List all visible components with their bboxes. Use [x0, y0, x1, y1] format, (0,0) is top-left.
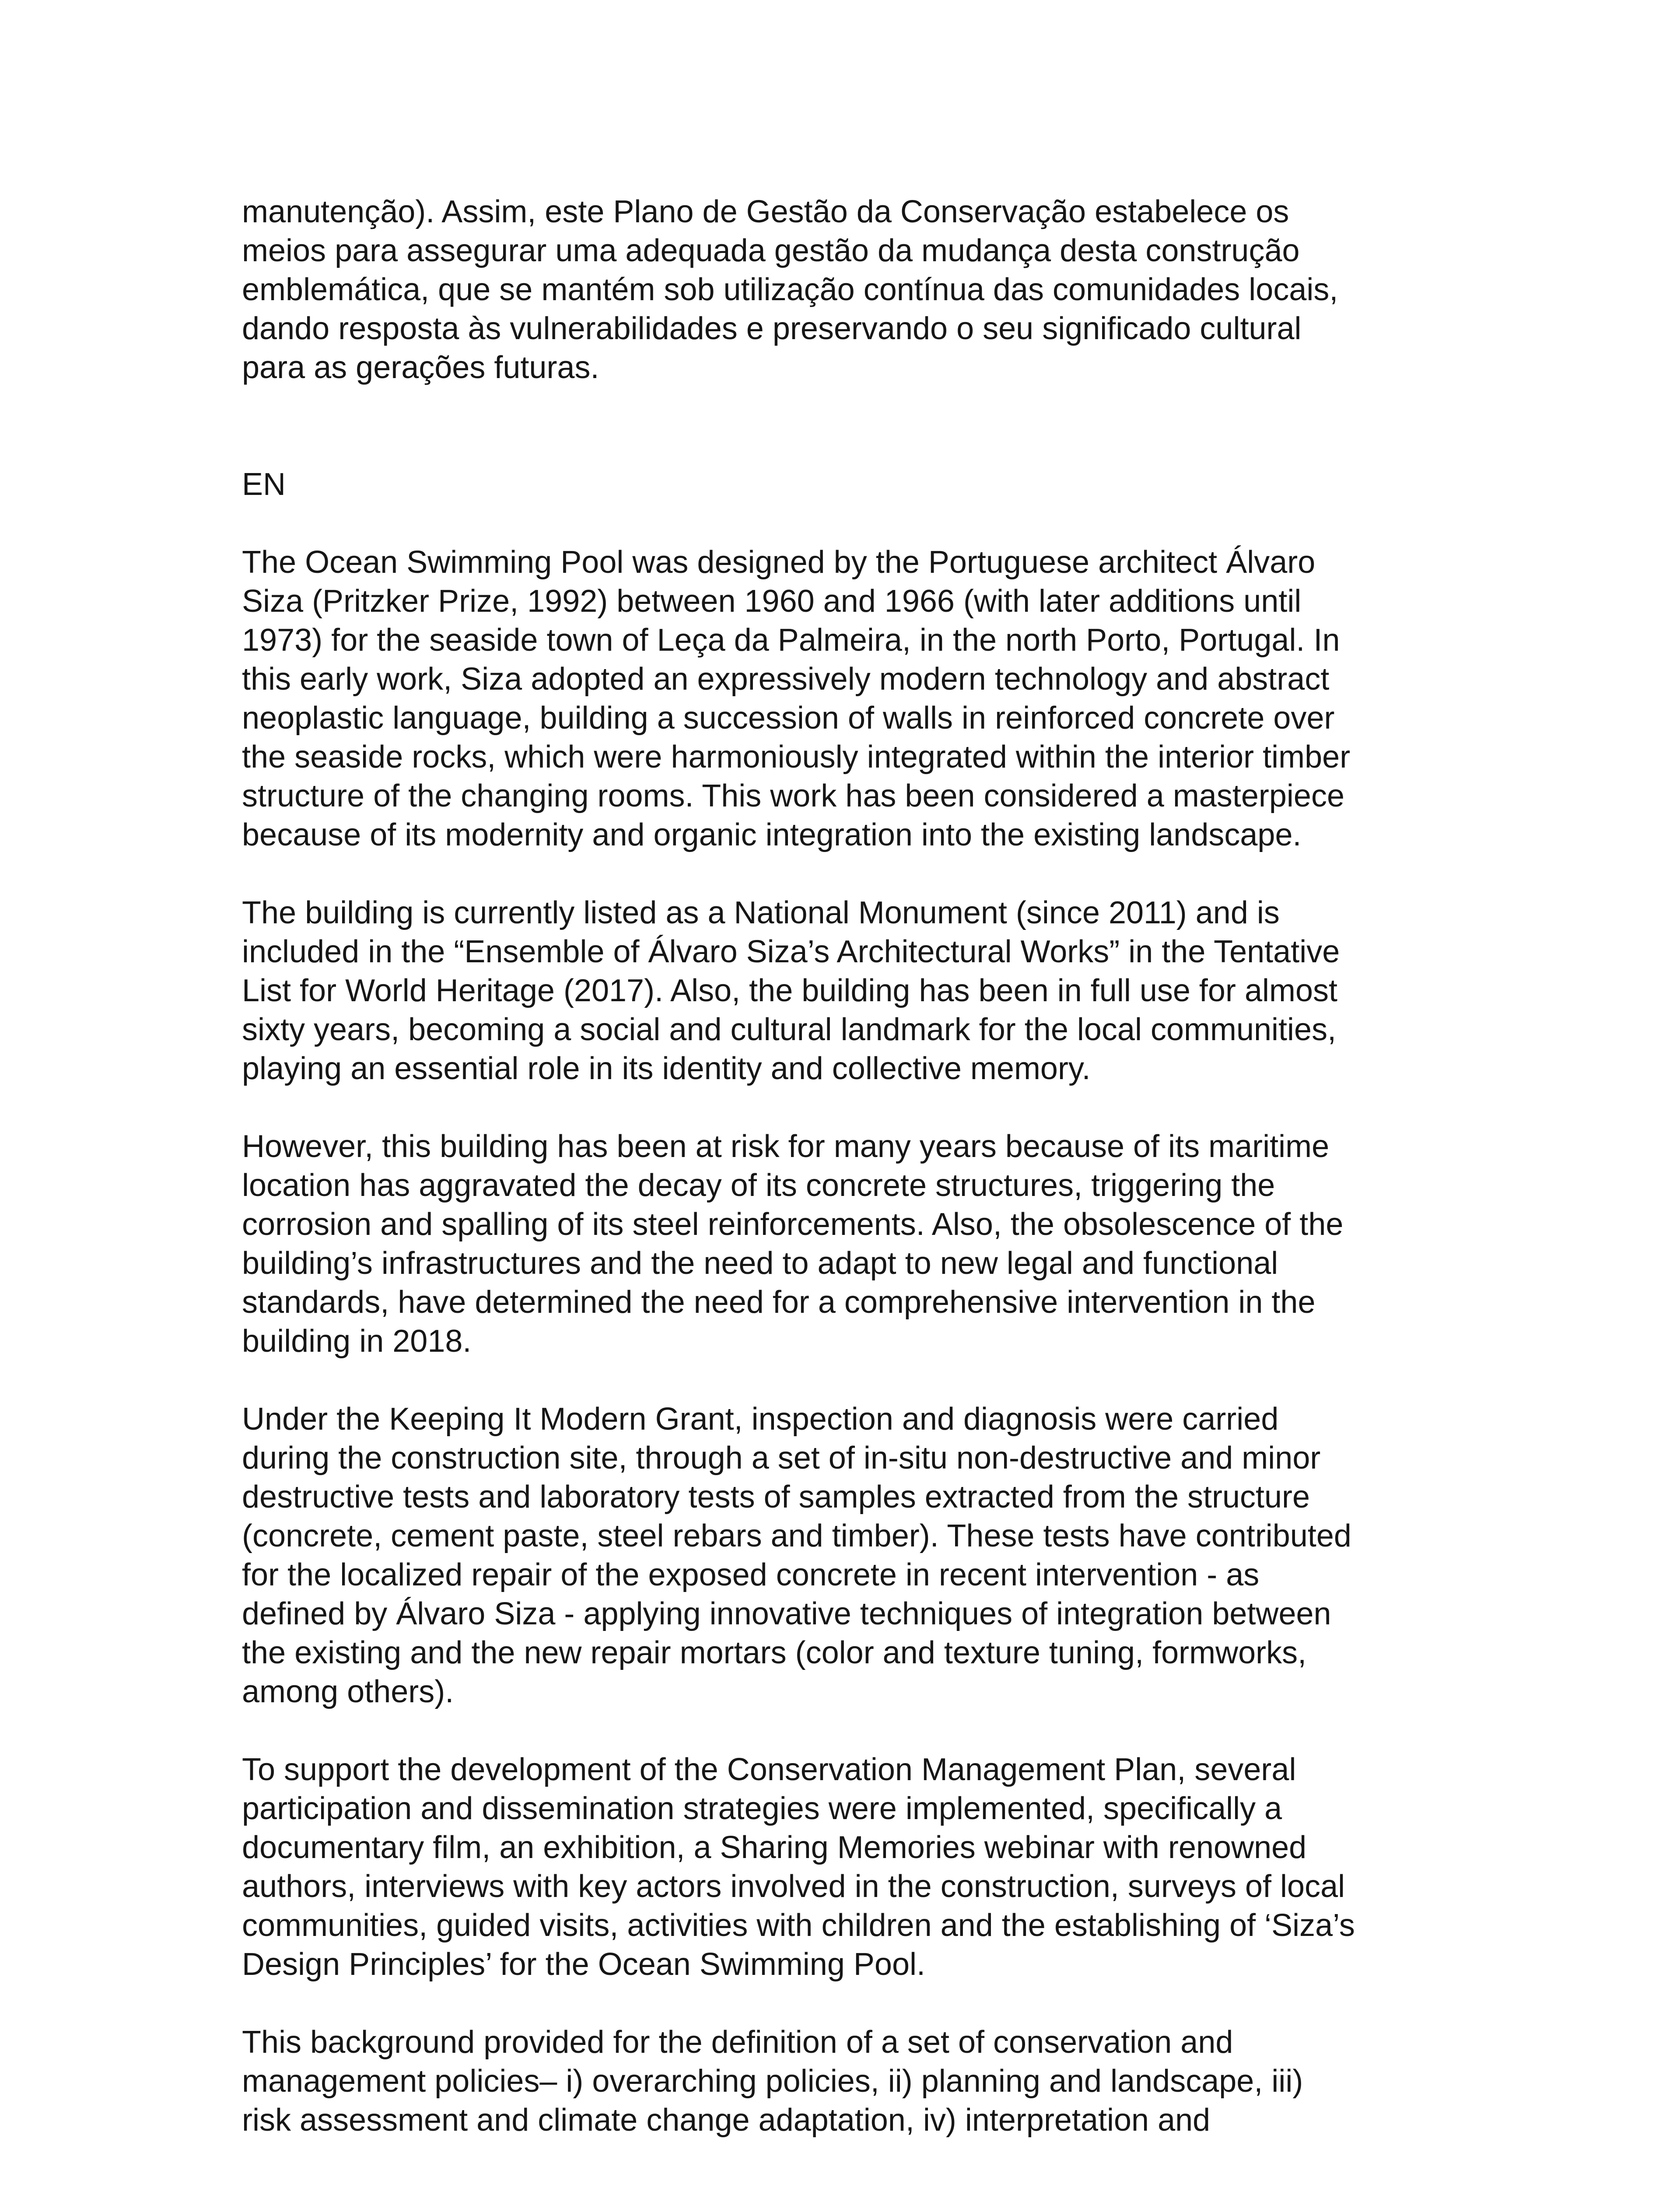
document-body [242, 193, 1463, 2140]
paragraph-en-listing: The building is currently listed as a National Monument (since 2011) and is included in the “Ensemble of Álvaro Siza’s Architectural Works” in the Tentative List for World Heritage (2017). Also, the building has been in full use for almost sixty years, becoming a social and cultural landmark for the local communities, playing an essential role in its identity and collective memory. [242, 895, 1340, 1086]
paragraph-en-grant: Under the Keeping It Modern Grant, inspection and diagnosis were carried during the construction site, through a set of in-situ non-destructive and minor destructive tests and laboratory tests of samples extracted from the structure (concrete, cement paste, steel rebars and timber). These tests have contributed for the localized repair of the exposed concrete in recent intervention - as defined by Álvaro Siza - applying innovative techniques of integration between the existing and the new repair mortars (color and texture tuning, formworks, among others). [242, 1402, 1351, 1709]
paragraph-en-risk: However, this building has been at risk for many years because of its maritime location has aggravated the decay of its concrete structures, triggering the corrosion and spalling of its steel reinforcements. Also, the obsolescence of the building’s infrastructures and the need to adapt to new legal and functional standards, have determined the need for a comprehensive intervention in the building in 2018. [242, 1129, 1344, 1359]
paragraph-pt-conclusion: manutenção). Assim, este Plano de Gestão da Conservação estabelece os meios para assegurar uma adequada gestão da mudança desta construção emblemática, que se mantém sob utilização contínua das comunidades locais, dando resposta às vulnerabilidades e preservando o seu significado cultural para as gerações futuras. [242, 194, 1338, 385]
language-heading-en: EN [242, 467, 286, 502]
paragraph-en-participation: To support the development of the Conservation Management Plan, several participation and dissemination strategies were implemented, specifically a documentary film, an exhibition, a Sharing Memories webinar with renowned authors, interviews with key actors involved in the construction, surveys of local communities, guided visits, activities with children and the establishing of ‘Siza’s Design Principles’ for the Ocean Swimming Pool. [242, 1752, 1355, 1982]
paragraph-en-policies: This background provided for the definition of a set of conservation and management policies– i) overarching policies, ii) planning and landscape, iii) risk assessment and climate change adaptation, iv) interpretation and [242, 2025, 1303, 2138]
paragraph-en-intro: The Ocean Swimming Pool was designed by the Portuguese architect Álvaro Siza (Pritzker Prize, 1992) between 1960 and 1966 (with later additions until 1973) for the seaside town of Leça da Palmeira, in the north Porto, Portugal. In this early work, Siza adopted an expressively modern technology and abstract neoplastic language, building a succession of walls in reinforced concrete over the seaside rocks, which were harmoniously integrated within the interior timber structure of the changing rooms. This work has been considered a masterpiece because of its modernity and organic integration into the existing landscape. [242, 545, 1351, 852]
